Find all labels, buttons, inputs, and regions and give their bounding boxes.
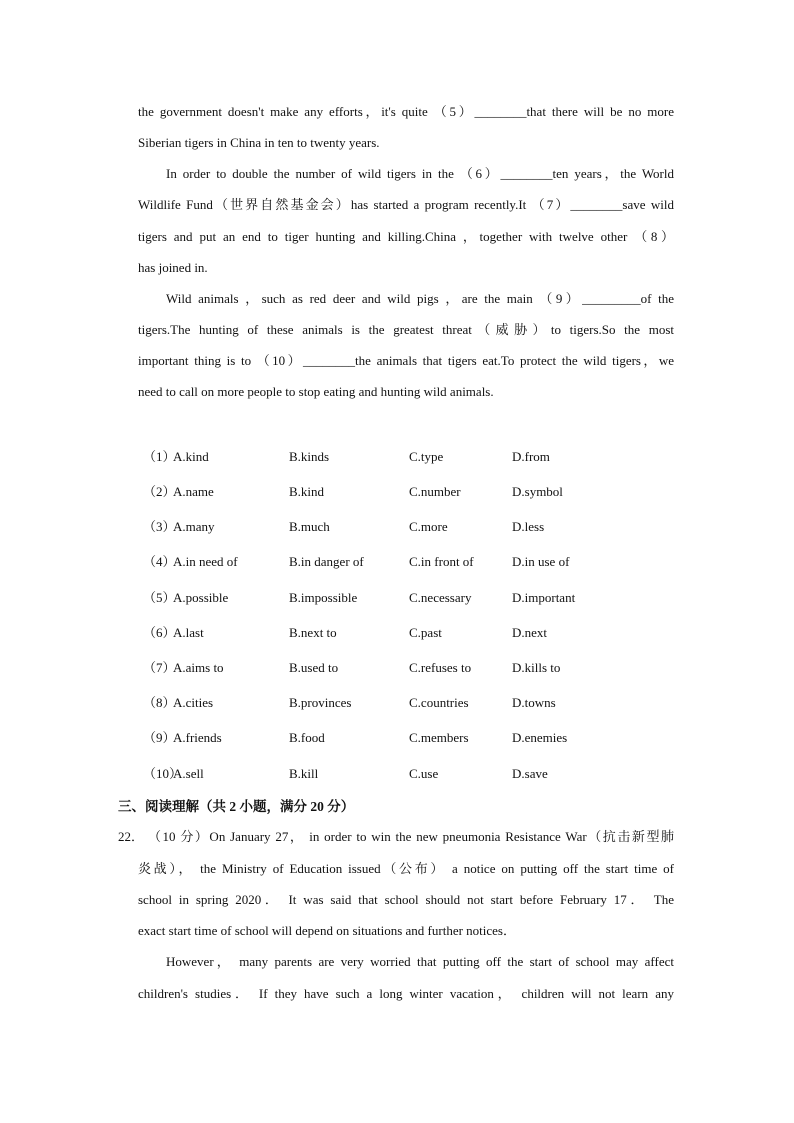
option-row	[143, 764, 663, 784]
option-row	[143, 623, 663, 643]
passage-line: tigers.The hunting of these animals is the greatest threat（威胁）to tigers.So the most	[138, 322, 674, 337]
section-heading: 三、阅读理解（共 2 小题，满分 20 分）	[118, 799, 355, 814]
question-number: （8）	[143, 695, 176, 710]
option-row	[143, 552, 663, 572]
question-22-line: exact start time of school will depend on situations and further notices．	[138, 923, 516, 938]
option-d: D.important	[512, 590, 576, 605]
option-row	[143, 658, 663, 678]
option-a: A.possible	[173, 590, 229, 605]
option-b: B.food	[289, 730, 325, 745]
option-b: B.provinces	[289, 695, 352, 710]
question-22-line: However， many parents are very worried that putting off the start of school may affect	[166, 954, 674, 969]
option-c: C.members	[409, 730, 469, 745]
question-number: （5）	[143, 590, 176, 605]
option-b: B.kind	[289, 484, 325, 499]
question-22-line: 炎战）， the Ministry of Education issued（公布） a notice on putting off the start time of	[138, 861, 674, 876]
passage-line: Siberian tigers in China in ten to twenty years.	[138, 135, 380, 150]
option-a: A.friends	[173, 730, 222, 745]
option-a: A.sell	[173, 766, 204, 781]
option-a: A.name	[173, 484, 214, 499]
option-a: A.many	[173, 519, 215, 534]
option-a: A.in need of	[173, 554, 238, 569]
passage-line: need to call on more people to stop eating and hunting wild animals.	[138, 384, 494, 399]
option-row	[143, 447, 663, 467]
question-number: （4）	[143, 554, 176, 569]
option-d: D.less	[512, 519, 545, 534]
option-row	[143, 482, 663, 502]
question-number: （1）	[143, 449, 176, 464]
option-row	[143, 693, 663, 713]
option-row	[143, 588, 663, 608]
question-22-number: 22．	[118, 829, 145, 844]
option-b: B.much	[289, 519, 330, 534]
question-number: （3）	[143, 519, 176, 534]
question-22-line: （10 分）On January 27， in order to win the new pneumonia Resistance War（抗击新型肺	[148, 829, 674, 844]
option-b: B.in danger of	[289, 554, 364, 569]
option-row	[143, 517, 663, 537]
option-c: C.more	[409, 519, 448, 534]
question-22-line: children's studies． If they have such a long winter vacation， children will not learn any	[138, 986, 674, 1001]
option-c: C.necessary	[409, 590, 472, 605]
passage-line: In order to double the number of wild tigers in the （6）________ten years，the World	[166, 166, 674, 181]
question-number: （7）	[143, 660, 176, 675]
option-c: C.countries	[409, 695, 469, 710]
option-b: B.kinds	[289, 449, 330, 464]
question-number: （9）	[143, 730, 176, 745]
option-d: D.towns	[512, 695, 556, 710]
option-c: C.use	[409, 766, 439, 781]
option-d: D.symbol	[512, 484, 563, 499]
option-b: B.kill	[289, 766, 319, 781]
question-number: （2）	[143, 484, 176, 499]
question-number: （10）	[143, 766, 183, 781]
passage-line: Wild animals ，such as red deer and wild pigs ，are the main （9）_________of the	[166, 291, 674, 306]
passage-line: has joined in.	[138, 260, 208, 275]
question-number: （6）	[143, 625, 176, 640]
option-b: B.next to	[289, 625, 337, 640]
option-b: B.used to	[289, 660, 339, 675]
passage-line: the government doesn't make any efforts，it's quite （5）________that there will be no more	[138, 104, 674, 119]
option-a: A.last	[173, 625, 204, 640]
option-a: A.cities	[173, 695, 214, 710]
passage-line: Wildlife Fund（世界自然基金会）has started a program recently.It （7）________save wild	[138, 197, 674, 212]
option-c: C.in front of	[409, 554, 474, 569]
option-d: D.in use of	[512, 554, 570, 569]
passage-line: tigers and put an end to tiger hunting and killing.China ，together with twelve other （8）	[138, 229, 674, 244]
option-d: D.kills to	[512, 660, 561, 675]
option-a: A.kind	[173, 449, 209, 464]
option-c: C.number	[409, 484, 461, 499]
option-c: C.past	[409, 625, 442, 640]
option-row	[143, 728, 663, 748]
passage-line: important thing is to （10）________the animals that tigers eat.To protect the wild tigers，we	[138, 353, 674, 368]
option-d: D.next	[512, 625, 548, 640]
option-a: A.aims to	[173, 660, 224, 675]
option-c: C.refuses to	[409, 660, 472, 675]
option-d: D.save	[512, 766, 548, 781]
option-d: D.enemies	[512, 730, 568, 745]
option-d: D.from	[512, 449, 550, 464]
question-22-line: school in spring 2020． It was said that school should not start before February 17． The	[138, 892, 674, 907]
option-b: B.impossible	[289, 590, 358, 605]
option-c: C.type	[409, 449, 444, 464]
